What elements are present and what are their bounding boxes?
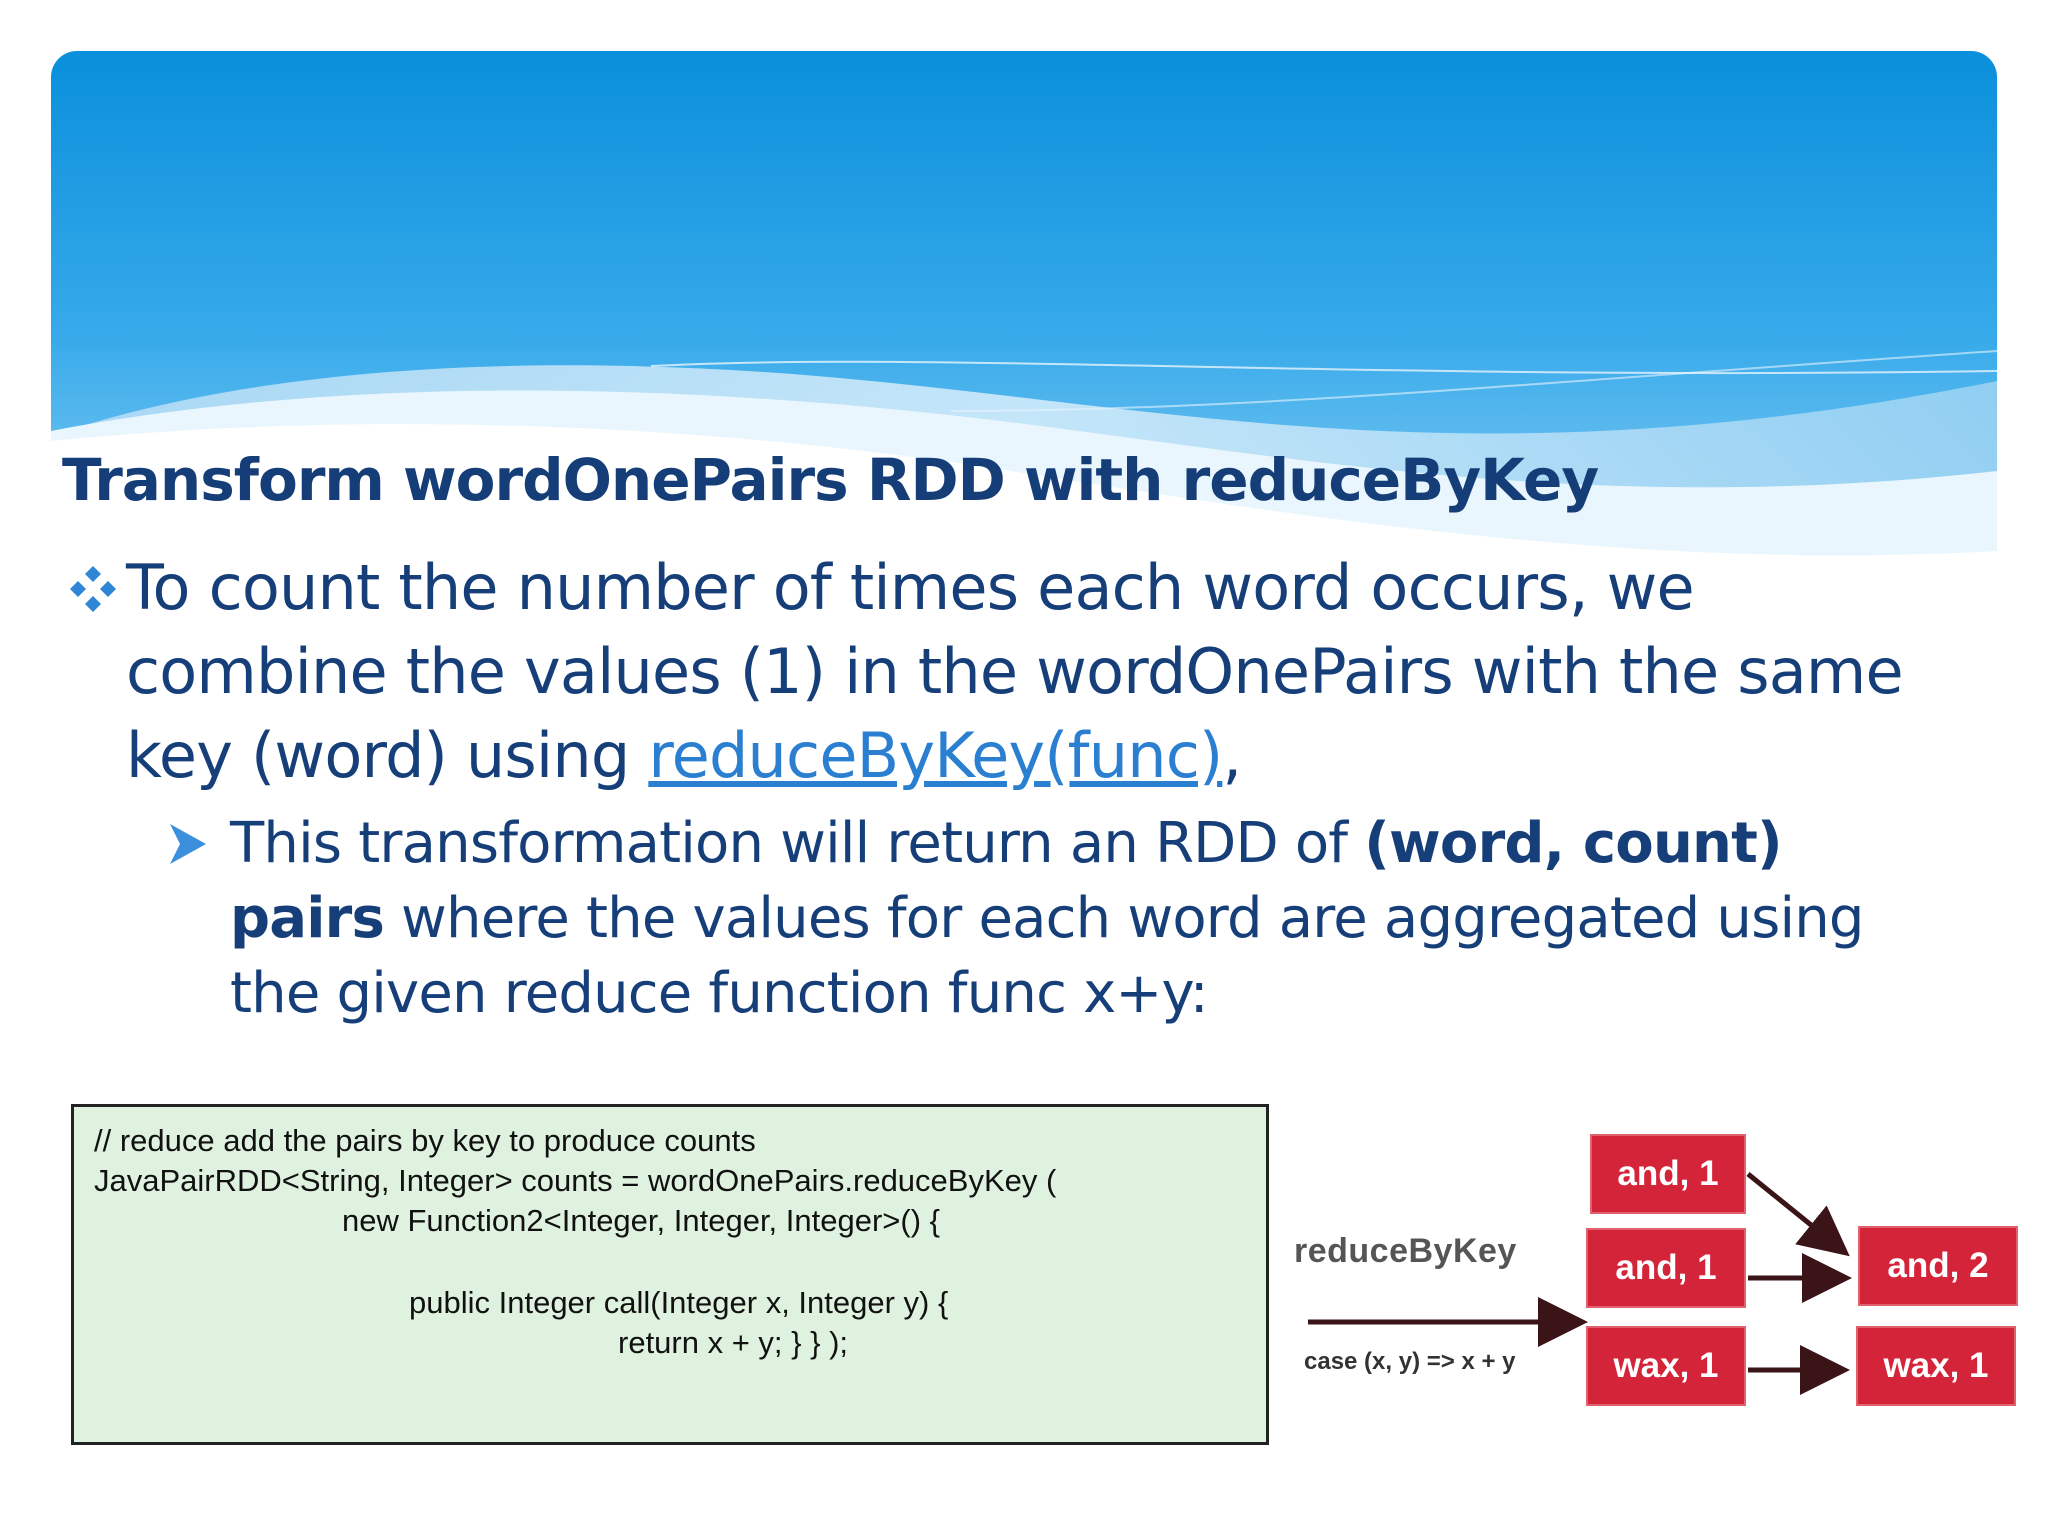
bullet-text-tail: , <box>1222 719 1242 792</box>
reducebykey-diagram <box>1290 1120 2030 1420</box>
output-pair-box: and, 2 <box>1858 1226 2018 1306</box>
input-pair-box: and, 1 <box>1586 1228 1746 1308</box>
code-snippet <box>71 1104 1269 1445</box>
bullet-text-part: To count the number of times each word occurs, we combine the values (1) in the wordOnePairs with the same key (word) using <box>126 551 1903 792</box>
arrow-bullet-icon <box>168 822 208 866</box>
code-line: new Function2<Integer, Integer, Integer>() { <box>342 1203 941 1238</box>
main-bullet <box>70 546 1930 798</box>
sub-bullet <box>168 806 1928 1031</box>
bullet-text <box>126 546 1930 798</box>
code-line: JavaPairRDD<String, Integer> counts = wordOnePairs.reduceByKey ( <box>94 1163 1057 1198</box>
merge-arrow-top <box>1748 1174 1842 1250</box>
operation-label: reduceByKey <box>1294 1232 1517 1270</box>
sub-text-tail: where the values for each word are aggregated using the given reduce function func x+y: <box>230 886 1864 1026</box>
code-line: public Integer call(Integer x, Integer y) { <box>409 1285 949 1320</box>
input-pair-box: and, 1 <box>1590 1134 1746 1214</box>
sub-text-part: This transformation will return an RDD of <box>230 811 1365 876</box>
input-pair-box: wax, 1 <box>1586 1326 1746 1406</box>
output-pair-box: wax, 1 <box>1856 1326 2016 1406</box>
code-line: return x + y; } } ); <box>618 1325 849 1360</box>
sub-bullet-text <box>230 806 1928 1031</box>
sub-text-bold: (word, count) pairs <box>230 811 1782 951</box>
reducebykey-link[interactable]: reduceByKey(func) <box>648 719 1223 792</box>
slide-title: Transform wordOnePairs RDD with reduceByKey <box>62 446 1599 514</box>
diamond-bullet-icon <box>66 562 120 616</box>
function-label: case (x, y) => x + y <box>1304 1348 1516 1375</box>
code-line: // reduce add the pairs by key to produce counts <box>94 1123 756 1158</box>
